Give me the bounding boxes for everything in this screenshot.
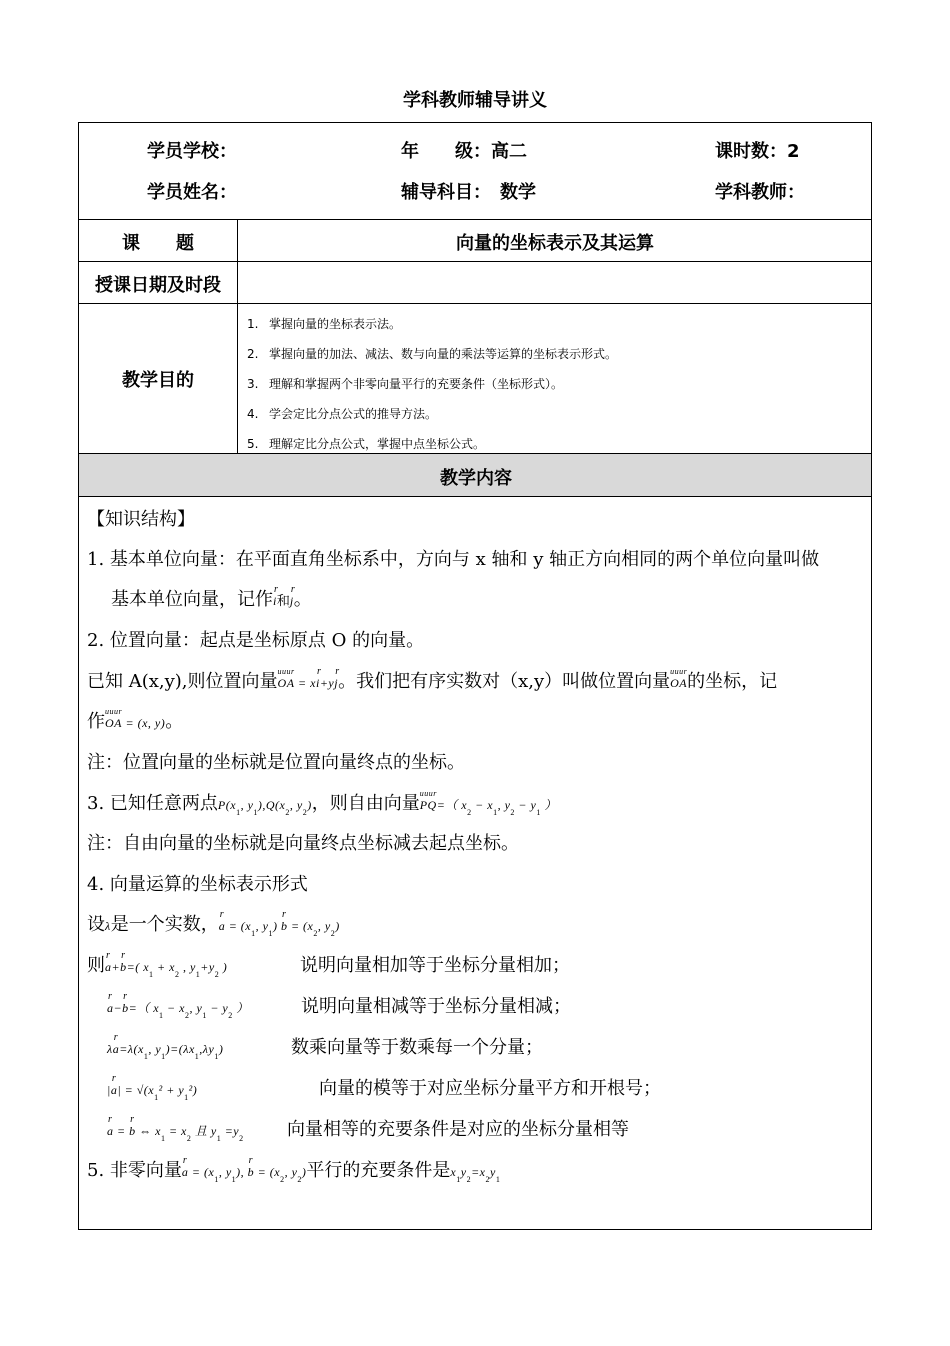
paragraph-6: 设λ是一个实数，r $a = (x_1$, $y_1$) r $b = (x_2$, $y_2$): [87, 910, 340, 938]
topic-label: 课 题: [122, 233, 194, 254]
goal-item: 4. 学会定比分点公式的推导方法。: [247, 407, 438, 421]
student-name-label: 学员姓名：: [147, 182, 237, 203]
paragraph-3b: 作uuur OA = (x, y)。: [87, 707, 183, 733]
paragraph-1a: 1. 基本单位向量：在平面直角坐标系中，方向与 x 轴和 y 轴正方向相同的两个单位向量叫做: [87, 549, 820, 570]
section-heading: 【知识结构】: [87, 509, 195, 530]
paragraph-5: 4. 向量运算的坐标表示形式: [87, 874, 308, 895]
date-label: 授课日期及时段: [95, 275, 221, 296]
goal-item: 3. 理解和掌握两个非零向量平行的充要条件（坐标形式）。: [247, 377, 564, 391]
paragraph-2: 2. 位置向量：起点是坐标原点 O 的向量。: [87, 630, 425, 651]
divider: [79, 219, 871, 220]
paragraph-1b: 基本单位向量，记作r i和r j。: [111, 585, 312, 611]
goal-item: 5. 理解定比分点公式，掌握中点坐标公式。: [247, 437, 486, 451]
note-2: 注：自由向量的坐标就是向量终点坐标减去起点坐标。: [87, 833, 519, 854]
rule-eq: r a = r b ⇔ $x_1 = x_2$ 且 $y_1 =y_2$ 向量相等的充要条件是对应的坐标分量相等: [107, 1115, 629, 1143]
rule-mod: |r $a| = √(x_1^2 + y_1^2)$ 向量的模等于对应坐标分量平方和开根号；: [107, 1074, 661, 1102]
hours-label: 课时数：2: [715, 141, 800, 162]
paragraph-4: 3. 已知任意两点$P(x_1$, $y_1),Q(x_2$, $y_2$)，则自由向量uuur PQ=（ $x_2 - x_1$, $y_2 - y_1$ ）: [87, 789, 557, 817]
goal-item: 1. 掌握向量的坐标表示法。: [247, 317, 402, 331]
teacher-label: 学科教师：: [715, 182, 805, 203]
school-label: 学员学校：: [147, 141, 237, 162]
divider: [79, 496, 871, 497]
goal-item: 2. 掌握向量的加法、减法、数与向量的乘法等运算的坐标表示形式。: [247, 347, 618, 361]
content-header: 教学内容: [440, 468, 512, 489]
rule-mul: λr $a=\lambda(x_1$, $y_1)=(\lambda x_1,\lambda y_1)$ 数乘向量等于数乘每一个分量；: [107, 1033, 543, 1061]
lecture-table: [78, 122, 872, 1230]
rule-sub: r a−r b=（ $x_1 - x_2$, $y_1 - y_2$ ） 说明向量相减等于坐标分量相减；: [107, 992, 571, 1020]
divider: [79, 303, 871, 304]
subject-label: 辅导科目： 数学: [401, 182, 536, 203]
grade-label: 年 级：高二: [401, 141, 527, 162]
rule-add: 则r a+r b=( $x_1 + x_2$ , $y_1+y_2$ ) 说明向量相加等于坐标分量相加；: [87, 951, 570, 979]
paragraph-7: 5. 非零向量r $a = (x_1$, $y_1$), r $b = (x_2$, $y_2$)平行的充要条件是$x_1y_2=x_2y_1$: [87, 1156, 500, 1184]
paragraph-3: 已知 A(x,y),则位置向量uuur OA = xr i+yr j。我们把有序实数对（x,y）叫做位置向量uuur OA的坐标，记: [87, 667, 777, 693]
page-title: 学科教师辅导讲义: [403, 90, 547, 111]
topic-value: 向量的坐标表示及其运算: [456, 233, 654, 254]
note-1: 注：位置向量的坐标就是位置向量终点的坐标。: [87, 752, 465, 773]
divider: [79, 261, 871, 262]
goals-label: 教学目的: [122, 370, 194, 391]
